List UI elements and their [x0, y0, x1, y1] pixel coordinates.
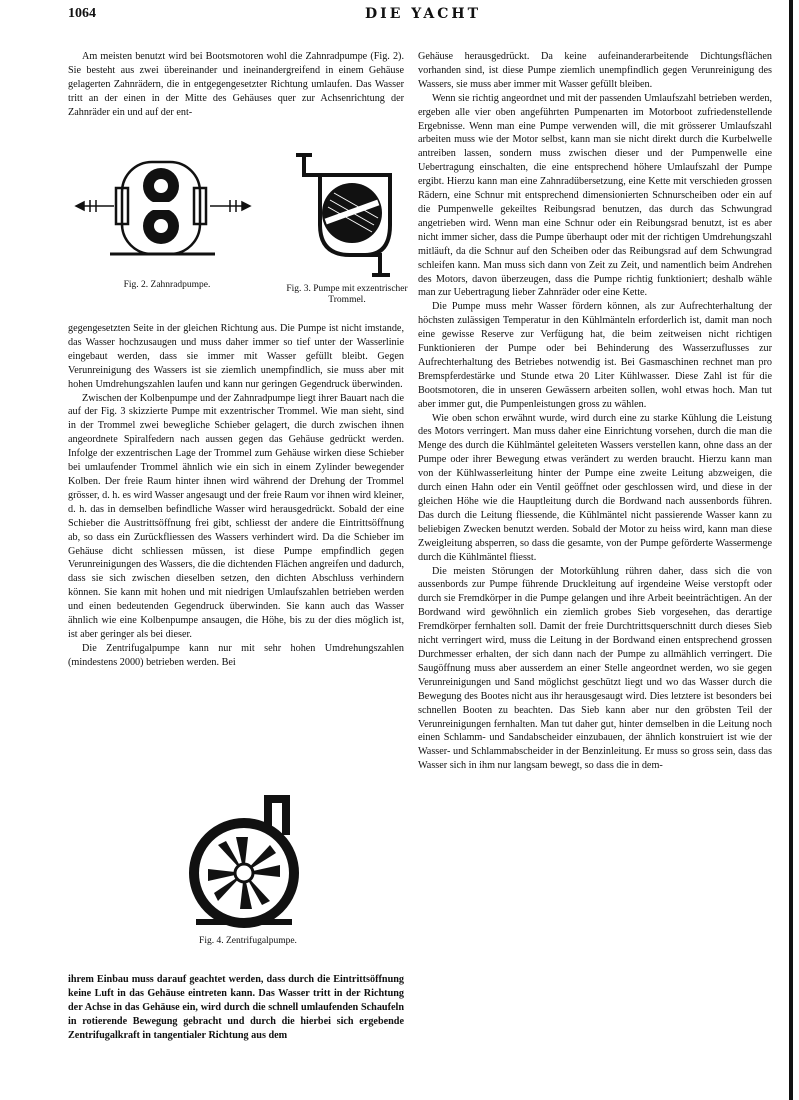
journal-title: DIE YACHT: [365, 6, 481, 22]
figure-eccentric-drum-pump: [290, 145, 405, 280]
page-edge-rule: [789, 0, 793, 1100]
paragraph-exzentrische-trommel: Zwischen der Kolbenpumpe und der Zahnradpumpe liegt ihrer Bauart nach die auf der Fig. 3 skizzierte Pumpe mit exzentrischer Trommel. Wie man sieht, sind in der Trommel zwei bewegliche Schieber gelagert, die durch zwischen ihnen angeordnete Spiralfedern nach aussen gegen das Gehäuse gedrückt werden. Infolge der exzentrischen Lage der Trommel zum Gehäuse wirken diese Schieber bei umlaufender Trommel ähnlich wie ein sich in einem Zylinder bewegender Kolben. Der freie Raum hinter ihnen wird während der Drehung der Trommel grösser, d. h. es wird Wasser angesaugt und der freie Raum vor ihnen wird kleiner, d. h. das in demselben befindliche Wasser wird herausgedrückt. Sobald der eine Schieber die Austrittsöffnung frei gibt, schliesst der andere die Eintrittsöffnung ab, so dass ein Zurückfliessen des Wassers verhindert wird. Da die Schieber im Gehäuse dicht schliessen müssen, ist diese Pumpe empfindlich gegen Verunreinigungen des Wassers, die die dichtenden Flächen angreifen und dadurch, dass sie sich zwischen dieselben setzen, den dichten Abschluss verhindern können. Sie kann mit hohen und mit niedrigen Umlaufszahlen betrieben werden und einen bedeutenden Gegendruck überwinden. Sie kann auch das Wasser ähnlich wie eine Kolbenpumpe ansaugen, die Höhe, bis zu der dies möglich ist, ist aber geringer als bei dieser.: [68, 392, 404, 640]
paragraph-einbau: ihrem Einbau muss darauf geachtet werden, dass durch die Eintrittsöffnung keine Luft in das Gehäuse eintreten kann. Das Wasser tritt in der Richtung der Achse in das Gehäuse ein, wird durch die schnell umlaufenden Schaufeln in rotierende Bewegung gebracht und durch die hierbei sich ergebende Zentrifugalkraft in tangentialer Richtung aus dem: [68, 974, 404, 1041]
running-header: [0, 6, 770, 28]
paragraph-kuehlwasser: Die Pumpe muss mehr Wasser fördern können, als zur Aufrechterhaltung der höchsten zulässigen Temperatur in den Kühlmänteln erforderlich ist, damit man noch eine gewisse Reserve zur Verfügung hat, die beim zeitweisen nicht richtigen Funktionieren der Pumpe oder bei Behinderung des Wasserzuflusses zur Aufrechterhaltung des Betriebes notwendig ist. Bei Gasmaschinen rechnet man pro Bremspferdestärke und Stunde etwa 20 Liter Kühlwasser. Diese Zahl ist für die Bootsmotoren, die in unseren Gewässern arbeiten sollen, wohl etwas hoch. Man tut aber immer gut, die Pumpenleistungen gross zu wählen.: [418, 301, 772, 410]
paragraph-zentrifugalpumpe: Die Zentrifugalpumpe kann nur mit sehr hohen Umdrehungszahlen (mindestens 2000) betrieben werden. Bei: [68, 642, 404, 668]
left-column-middle: [68, 322, 404, 784]
paragraph-uebertragung: Wenn sie richtig angeordnet und mit der passenden Umlaufszahl betrieben werden, ergeben alle vier oben angeführten Pumpenarten im Motorboot zufriedenstellende Ergebnisse. Wenn man eine Pumpe verwenden will, die mit grösserer Umlaufszahl arbeiten muss wie der Motor selbst, kann man sie nicht direkt durch die Kurbelwelle antreiben lassen, sondern muss zwischen dieser und der Pumpenwelle eine Uebertragung einschalten, die eine entsprechend höhere Umlaufszahl der Pumpe ergibt. Hierzu kann man eine Zahnradübersetzung, eine Kette mit verschieden grossen Rädern, eine Schnur mit entsprechend dimensionierten Schnurscheiben oder ein auf die Pumpenwelle gekeiltes Reibungsrad benutzen, das durch das Schwungrad angetrieben wird. Wenn man eine Schnur oder ein Reibungsrad benutzt, ist es aber nicht immer sicher, dass die Pumpe überhaupt oder mit der richtigen Umdrehungszahl mitläuft, da die Schnur auf den Scheiben oder das Reibungsrad auf dem Schwungrad schleifen kann. Man muss sich dann von Zeit zu Zeit, und namentlich beim Andrehen des Motors, davon überzeugen, dass die Pumpe richtig funktioniert; deshalb wähle man zur Uebertragung lieber Zahnräder oder eine Kette.: [418, 92, 772, 299]
paragraph-zweigleitung: Wie oben schon erwähnt wurde, wird durch eine zu starke Kühlung die Leistung des Motors verringert. Man muss daher eine Einrichtung vorsehen, durch die man die Menge des durch die Kühlmäntel geleiteten Wassers verstellen kann, ohne dass an der Pumpe oder ihrer Bewegung etwas verändert zu werden braucht. Hierzu kann man von der Kühlwasserleitung hinter der Pumpe eine zweite Leitung abzweigen, die durch einen Hahn oder ein Ventil geöffnet oder geschlossen wird, und diese in der gleichen Höhe wie die Hauptleitung durch die Bordwand nach aussenbords führen. Das durch die Leitung fliessende, die Kühlmäntel nicht passierende Wasser kann zu beliebigen Zwecken benutzt werden. Sobald der Motor zu heiss wird, kann man diese Zweigleitung absperren, so dass die gesamte, von der Pumpe geförderte Wassermenge durch die Kühlmäntel fliesst.: [418, 412, 772, 563]
paragraph-gehaeuse: Gehäuse herausgedrückt. Da keine aufeinanderarbeitende Dichtungsflächen vorhanden sind, ist diese Pumpe ziemlich unempfindlich gegen Verunreinigung des Wassers, sie muss aber immer mit Wasser gefüllt bleiben.: [418, 51, 772, 90]
figure-4-caption: Fig. 4. Zentrifugalpumpe.: [199, 936, 297, 946]
left-column-top: [68, 50, 404, 134]
page-number: 1064: [68, 6, 96, 21]
left-column-bottom: [68, 973, 404, 1067]
paragraph-continued: gegengesetzten Seite in der gleichen Richtung aus. Die Pumpe ist nicht imstande, das Wasser hochzusaugen und muss daher immer so tief unter der Wasserlinie eingebaut werden, dass sie immer mit Wasser gefüllt bleibt. Gegen Verunreinigung des Wassers ist sie ziemlich unempfindlich, sie muss aber mit hohen Umdrehungszahlen laufen und kann nur geringen Gegendruck überwinden.: [68, 323, 404, 390]
paragraph-zahnradpumpe: Am meisten benutzt wird bei Bootsmotoren wohl die Zahnradpumpe (Fig. 2). Sie besteht aus zwei übereinander und ineinandergreifend in einem Gehäuse gelagerten Zahnrädern, die in entgegengesetzter Richtung umlaufen. Das Wasser tritt an der einen in der Mitte des Gehäuses quer zur Achsenrichtung der Zahnräder ein und auf der ent-: [68, 51, 404, 118]
paragraph-stoerungen: Die meisten Störungen der Motorkühlung rühren daher, dass sich die von aussenbords zur Pumpe führende Druckleitung auf irgendeine Weise verstopft oder durch sie Fremdkörper in die Pumpe gelangen und ihre Arbeit beeinträchtigen. An der Bordwand wird gewöhnlich ein ziemlich grobes Sieb vorgesehen, das derartige Fremdkörper fernhalten soll. Damit der freie Durchtrittsquerschnitt durch dieses Sieb nicht verringert wird, muss die Leitung in der Bordwand einen entsprechend grossen Durchmesser erhalten, der sich dann nach der Pumpe zu allmählich verringert. Die Saugöffnung muss aber ausserdem an einer Stelle angeordnet werden, wo sie gegen Verunreinigungen und Sand möglichst geschützt liegt und wo das Wasser durch die Bewegung des Bootes nicht aus ihr herausgesaugt wird. Dies letztere ist besonders bei schnellen Booten zu beachten. Das Sieb kann aber nur den gröbsten Teil der Verunreinigungen fernhalten. Man tut daher gut, hinter demselben in die Leitung noch einen Schlamm- und Sandabscheider einzubauen, der ähnlich konstruiert ist wie der Wasser- und Schlammabscheider in der Benzinleitung. Er muss so gross sein, dass das Wasser sich in ihm nur langsam bewegt, so dass die in dem-: [418, 565, 772, 772]
figure-3-caption: Fig. 3. Pumpe mit exzentrischer Trommel.: [286, 284, 408, 305]
right-column: [418, 50, 772, 1068]
figure-centrifugal-pump: [176, 793, 336, 933]
figure-gear-pump: [70, 140, 255, 275]
figure-2-caption: Fig. 2. Zahnradpumpe.: [123, 280, 211, 290]
